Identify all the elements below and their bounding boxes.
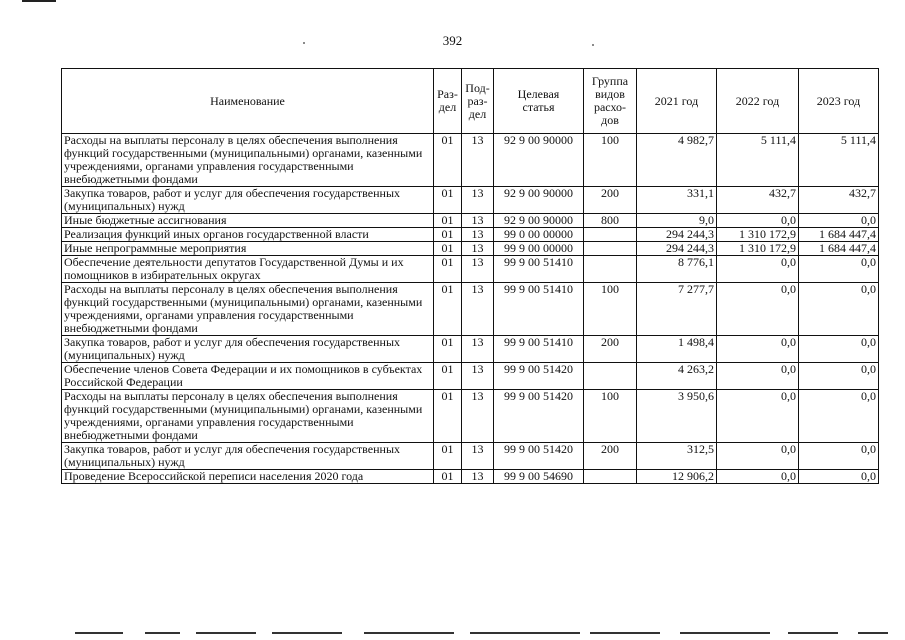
cell-section: 01 [434, 228, 462, 242]
header-line: раз- [467, 93, 488, 108]
cell-2022: 5 111,4 [717, 134, 799, 187]
cell-name: Расходы на выплаты персоналу в целях обеспечения выполнения функций государственными (муниципальными) органами, казенными учреждениями, органами управления государственными внебюджетными фондами [62, 134, 434, 187]
scan-edge-line [470, 632, 580, 634]
cell-name: Обеспечение деятельности депутатов Государственной Думы и их помощников в избирательных округах [62, 256, 434, 283]
cell-group [584, 242, 637, 256]
scan-edge-mark [22, 0, 56, 2]
scan-edge-line [788, 632, 838, 634]
cell-2021: 12 906,2 [637, 470, 717, 484]
header-line: Группа [591, 74, 629, 88]
cell-name: Закупка товаров, работ и услуг для обеспечения государственных (муниципальных) нужд [62, 187, 434, 214]
cell-group: 100 [584, 134, 637, 187]
cell-2022: 0,0 [717, 443, 799, 470]
cell-2021: 3 950,6 [637, 390, 717, 443]
table-row [62, 336, 879, 363]
header-name: Наименование [62, 69, 434, 134]
cell-target: 99 9 00 51420 [494, 363, 584, 390]
header-2023: 2023 год [799, 69, 879, 134]
table-row [62, 283, 879, 336]
scan-edge-line [196, 632, 256, 634]
header-line: дел [438, 100, 457, 114]
cell-target: 99 0 00 00000 [494, 228, 584, 242]
cell-section: 01 [434, 242, 462, 256]
cell-2021: 8 776,1 [637, 256, 717, 283]
cell-target: 99 9 00 51410 [494, 256, 584, 283]
cell-name: Закупка товаров, работ и услуг для обеспечения государственных (муниципальных) нужд [62, 336, 434, 363]
cell-section: 01 [434, 134, 462, 187]
cell-section: 01 [434, 390, 462, 443]
table-row [62, 242, 879, 256]
table-row [62, 443, 879, 470]
cell-2023: 5 111,4 [799, 134, 879, 187]
cell-subsection: 13 [462, 443, 494, 470]
table-row [62, 187, 879, 214]
cell-2023: 0,0 [799, 443, 879, 470]
cell-2022: 432,7 [717, 187, 799, 214]
cell-2021: 4 982,7 [637, 134, 717, 187]
cell-2023: 0,0 [799, 256, 879, 283]
cell-name: Иные бюджетные ассигнования [62, 214, 434, 228]
cell-2022: 0,0 [717, 256, 799, 283]
header-line: Целевая [517, 87, 560, 101]
cell-target: 99 9 00 51410 [494, 283, 584, 336]
header-group [584, 69, 637, 134]
table-row [62, 390, 879, 443]
cell-2021: 9,0 [637, 214, 717, 228]
cell-section: 01 [434, 283, 462, 336]
header-subsection [462, 69, 494, 134]
cell-subsection: 13 [462, 256, 494, 283]
scan-edge-line [75, 632, 123, 634]
cell-2022: 1 310 172,9 [717, 242, 799, 256]
cell-group: 800 [584, 214, 637, 228]
cell-subsection: 13 [462, 228, 494, 242]
table-row [62, 134, 879, 187]
table-row [62, 256, 879, 283]
cell-name: Иные непрограммные мероприятия [62, 242, 434, 256]
header-line: видов [595, 87, 625, 101]
cell-subsection: 13 [462, 390, 494, 443]
cell-group [584, 228, 637, 242]
cell-section: 01 [434, 187, 462, 214]
cell-2022: 0,0 [717, 390, 799, 443]
cell-2023: 0,0 [799, 363, 879, 390]
header-2022: 2022 год [717, 69, 799, 134]
cell-2022: 0,0 [717, 470, 799, 484]
cell-2022: 0,0 [717, 336, 799, 363]
header-line: дов [601, 113, 619, 127]
cell-subsection: 13 [462, 336, 494, 363]
cell-group [584, 470, 637, 484]
cell-name: Обеспечение членов Совета Федерации и их помощников в субъектах Российской Федерации [62, 363, 434, 390]
cell-name: Закупка товаров, работ и услуг для обеспечения государственных (муниципальных) нужд [62, 443, 434, 470]
table-row [62, 228, 879, 242]
cell-subsection: 13 [462, 470, 494, 484]
cell-2023: 1 684 447,4 [799, 228, 879, 242]
cell-section: 01 [434, 256, 462, 283]
header-section [434, 69, 462, 134]
scan-edge-line [145, 632, 180, 634]
scan-edge-line [590, 632, 660, 634]
header-line: Раз- [437, 87, 458, 101]
table-row [62, 363, 879, 390]
scan-edge-line [680, 632, 770, 634]
cell-2022: 0,0 [717, 363, 799, 390]
scan-edge-line [858, 632, 888, 634]
cell-group: 100 [584, 390, 637, 443]
table-row [62, 470, 879, 484]
cell-target: 99 9 00 51420 [494, 443, 584, 470]
budget-table [61, 68, 879, 484]
cell-2021: 312,5 [637, 443, 717, 470]
cell-2023: 0,0 [799, 283, 879, 336]
cell-2022: 0,0 [717, 214, 799, 228]
cell-section: 01 [434, 214, 462, 228]
cell-target: 92 9 00 90000 [494, 214, 584, 228]
cell-2021: 1 498,4 [637, 336, 717, 363]
cell-subsection: 13 [462, 283, 494, 336]
cell-target: 92 9 00 90000 [494, 187, 584, 214]
cell-2022: 0,0 [717, 283, 799, 336]
cell-2021: 7 277,7 [637, 283, 717, 336]
header-line: расхо- [593, 100, 627, 114]
cell-2023: 1 684 447,4 [799, 242, 879, 256]
cell-section: 01 [434, 363, 462, 390]
scan-edge-line [364, 632, 454, 634]
cell-group: 200 [584, 187, 637, 214]
table-header-row [62, 69, 879, 134]
header-line: Под- [465, 80, 490, 95]
cell-target: 99 9 00 51410 [494, 336, 584, 363]
cell-group: 200 [584, 443, 637, 470]
cell-2023: 0,0 [799, 214, 879, 228]
cell-name: Проведение Всероссийской переписи населения 2020 года [62, 470, 434, 484]
cell-section: 01 [434, 336, 462, 363]
cell-name: Реализация функций иных органов государственной власти [62, 228, 434, 242]
cell-2023: 432,7 [799, 187, 879, 214]
cell-subsection: 13 [462, 363, 494, 390]
cell-2023: 0,0 [799, 470, 879, 484]
scan-edge-line [272, 632, 342, 634]
cell-2022: 1 310 172,9 [717, 228, 799, 242]
header-line: дел [468, 106, 487, 121]
cell-target: 99 9 00 51420 [494, 390, 584, 443]
cell-group: 100 [584, 283, 637, 336]
header-target [494, 69, 584, 134]
cell-name: Расходы на выплаты персоналу в целях обеспечения выполнения функций государственными (муниципальными) органами, казенными учреждениями, органами управления государственными внебюджетными фондами [62, 283, 434, 336]
cell-2021: 4 263,2 [637, 363, 717, 390]
page-number: 392 [442, 33, 463, 48]
table-row [62, 214, 879, 228]
header-2021: 2021 год [637, 69, 717, 134]
cell-target: 92 9 00 90000 [494, 134, 584, 187]
cell-group [584, 363, 637, 390]
cell-2021: 331,1 [637, 187, 717, 214]
cell-2023: 0,0 [799, 336, 879, 363]
cell-subsection: 13 [462, 187, 494, 214]
cell-subsection: 13 [462, 242, 494, 256]
cell-group [584, 256, 637, 283]
cell-section: 01 [434, 443, 462, 470]
cell-2023: 0,0 [799, 390, 879, 443]
cell-section: 01 [434, 470, 462, 484]
cell-subsection: 13 [462, 134, 494, 187]
cell-2021: 294 244,3 [637, 228, 717, 242]
cell-name: Расходы на выплаты персоналу в целях обеспечения выполнения функций государственными (муниципальными) органами, казенными учреждениями, органами управления государственными внебюджетными фондами [62, 390, 434, 443]
cell-group: 200 [584, 336, 637, 363]
cell-2021: 294 244,3 [637, 242, 717, 256]
cell-target: 99 9 00 00000 [494, 242, 584, 256]
cell-subsection: 13 [462, 214, 494, 228]
cell-target: 99 9 00 54690 [494, 470, 584, 484]
header-line: статья [522, 100, 555, 114]
